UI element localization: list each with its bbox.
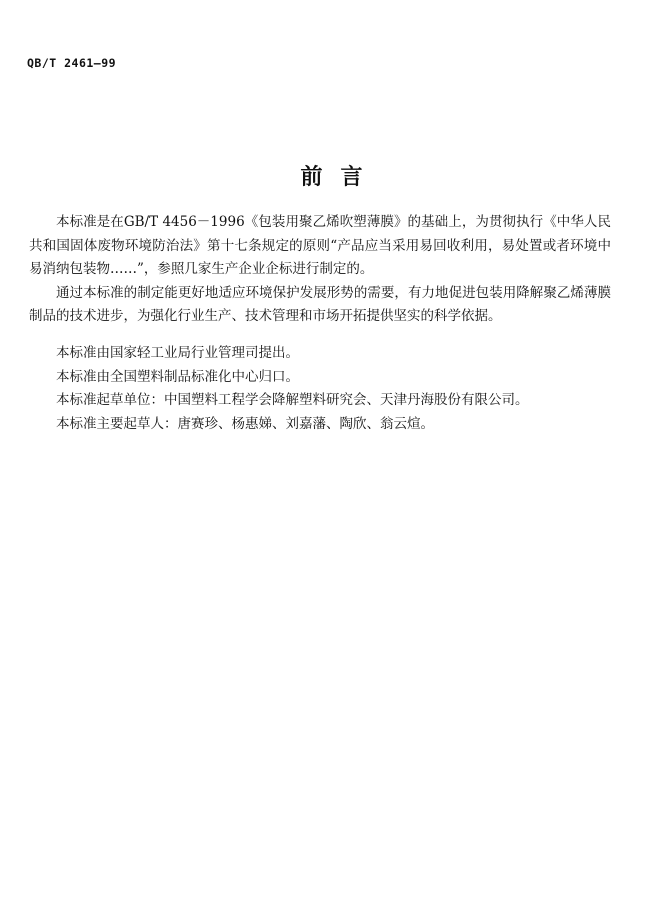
standard-code: QB/T 2461—99 (27, 56, 117, 70)
foreword-paragraph: 本标准是在GB/T 4456－1996《包装用聚乙烯吹塑薄膜》的基础上，为贯彻执行《中华人民共和国固体废物环境防治法》第十七条规定的原则“产品应当采用易回收利用，易处置或者环境中易消纳包装物……”，参照几家生产企业企标进行制定的。 (29, 214, 611, 277)
foreword-paragraph: 通过本标准的制定能更好地适应环境保护发展形势的需要，有力地促进包装用降解聚乙烯薄膜制品的技术进步，为强化行业生产、技术管理和市场开拓提供坚实的科学依据。 (29, 284, 611, 324)
drafting-unit-line: 本标准起草单位：中国塑料工程学会降解塑料研究会、天津丹海股份有限公司。 (56, 392, 529, 408)
foreword-body (29, 211, 611, 329)
centralized-line: 本标准由全国塑料制品标准化中心归口。 (56, 368, 299, 385)
proposer-line: 本标准由国家轻工业局行业管理司提出。 (56, 345, 299, 361)
page-title: 前言 (300, 165, 381, 190)
drafters-line: 本标准主要起草人：唐赛珍、杨惠娣、刘嘉藩、陶欣、翁云煊。 (56, 415, 434, 432)
drafting-info (29, 342, 611, 436)
